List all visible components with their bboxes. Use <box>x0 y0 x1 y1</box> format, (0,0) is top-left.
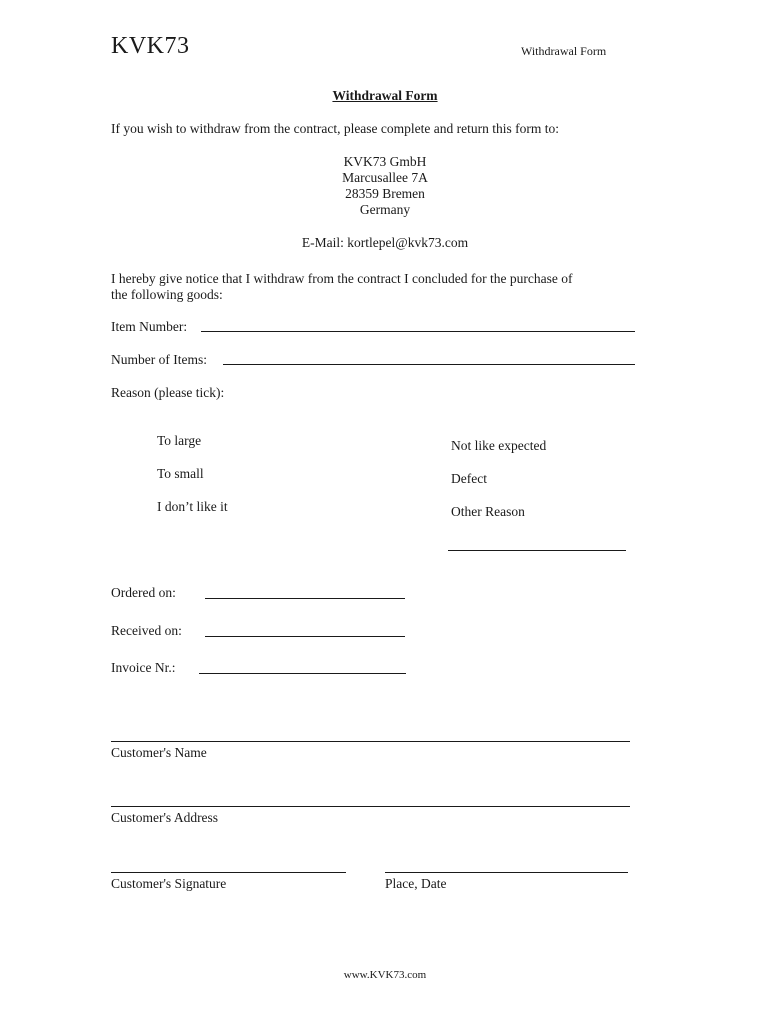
customer-name-label: Customer's Name <box>111 745 207 760</box>
footer-website[interactable]: www.KVK73.com <box>343 969 427 981</box>
place-date-field[interactable] <box>385 872 628 873</box>
reason-dont-like[interactable]: I don’t like it <box>157 499 228 514</box>
invoice-label: Invoice Nr.: <box>111 660 176 675</box>
reason-too-small[interactable]: To small <box>157 466 204 481</box>
email-text: E-Mail: kortlepel@kvk73.com <box>301 235 469 250</box>
item-number-field[interactable] <box>201 331 635 332</box>
form-title: Withdrawal Form <box>332 88 438 103</box>
customer-signature-label: Customer's Signature <box>111 876 227 891</box>
reason-other[interactable]: Other Reason <box>451 504 525 519</box>
address-company: KVK73 GmbH <box>343 154 427 169</box>
customer-address-field[interactable] <box>111 806 630 807</box>
reason-not-like-expected[interactable]: Not like expected <box>451 438 547 453</box>
customer-name-field[interactable] <box>111 741 630 742</box>
intro-text: If you wish to withdraw from the contract, please complete and return this form to: <box>111 121 559 136</box>
notice-line-1: I hereby give notice that I withdraw from the contract I concluded for the purchase of <box>111 271 573 286</box>
address-street: Marcusallee 7A <box>342 170 428 185</box>
received-on-field[interactable] <box>205 636 405 637</box>
reason-too-large[interactable]: To large <box>157 433 202 448</box>
ordered-on-field[interactable] <box>205 598 405 599</box>
customer-address-label: Customer's Address <box>111 810 219 825</box>
number-of-items-label: Number of Items: <box>111 352 207 367</box>
ordered-on-label: Ordered on: <box>111 585 176 600</box>
address-country: Germany <box>359 202 411 217</box>
item-number-label: Item Number: <box>111 319 188 334</box>
number-of-items-field[interactable] <box>223 364 635 365</box>
reason-label: Reason (please tick): <box>111 385 225 400</box>
notice-line-2: the following goods: <box>111 287 223 302</box>
address-city: 28359 Bremen <box>345 186 425 201</box>
received-on-label: Received on: <box>111 623 182 638</box>
invoice-field[interactable] <box>199 673 406 674</box>
customer-signature-field[interactable] <box>111 872 346 873</box>
company-logo: KVK73 <box>111 33 190 59</box>
other-reason-field[interactable] <box>448 550 626 551</box>
reason-defect[interactable]: Defect <box>451 471 487 486</box>
place-date-label: Place, Date <box>385 876 447 891</box>
header-form-label: Withdrawal Form <box>521 44 607 58</box>
